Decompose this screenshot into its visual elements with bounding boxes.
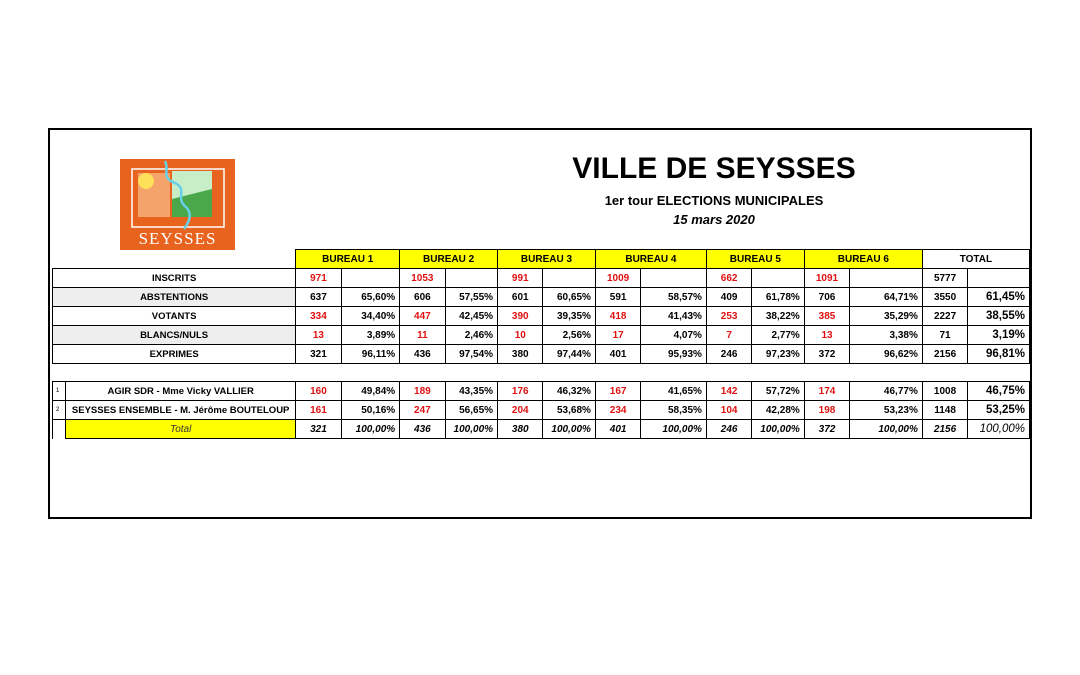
row-label: ABSTENTIONS bbox=[53, 288, 296, 307]
value-cell: 7 bbox=[706, 326, 751, 345]
bureau-3-header: BUREAU 3 bbox=[498, 250, 596, 269]
value-cell: 10 bbox=[498, 326, 543, 345]
stats-row-blancs-nuls bbox=[53, 326, 1030, 345]
total-pct-cell bbox=[968, 269, 1030, 288]
total-value-cell: 2227 bbox=[922, 307, 967, 326]
logo-text: SEYSSES bbox=[138, 229, 217, 248]
value-cell: 167 bbox=[595, 382, 640, 401]
pct-cell: 96,11% bbox=[341, 345, 400, 364]
pct-cell: 50,16% bbox=[341, 401, 400, 420]
row-label: VOTANTS bbox=[53, 307, 296, 326]
value-cell: 385 bbox=[804, 307, 849, 326]
pct-cell: 53,68% bbox=[543, 401, 595, 420]
value-cell: 390 bbox=[498, 307, 543, 326]
corner-cell bbox=[53, 250, 296, 269]
value-cell: 447 bbox=[400, 307, 445, 326]
stats-row-votants bbox=[53, 307, 1030, 326]
value-cell: 160 bbox=[296, 382, 341, 401]
header-row bbox=[53, 250, 1030, 269]
value-cell: 401 bbox=[595, 420, 640, 439]
pct-cell: 100,00% bbox=[341, 420, 400, 439]
value-cell: 142 bbox=[706, 382, 751, 401]
turnout-table bbox=[52, 249, 1030, 364]
pct-cell: 3,38% bbox=[850, 326, 923, 345]
pct-cell: 3,89% bbox=[341, 326, 400, 345]
value-cell: 189 bbox=[400, 382, 445, 401]
page-subtitle: 1er tour ELECTIONS MUNICIPALES bbox=[604, 193, 824, 208]
pct-cell: 97,44% bbox=[543, 345, 595, 364]
stats-row-abstentions bbox=[53, 288, 1030, 307]
value-cell: 372 bbox=[804, 420, 849, 439]
value-cell: 321 bbox=[296, 345, 341, 364]
pct-cell bbox=[641, 269, 707, 288]
pct-cell: 96,62% bbox=[850, 345, 923, 364]
value-cell: 380 bbox=[498, 420, 543, 439]
pct-cell: 53,23% bbox=[850, 401, 923, 420]
pct-cell: 61,78% bbox=[752, 288, 804, 307]
value-cell: 234 bbox=[595, 401, 640, 420]
row-label: INSCRITS bbox=[53, 269, 296, 288]
total-value-cell: 3550 bbox=[922, 288, 967, 307]
pct-cell: 100,00% bbox=[641, 420, 707, 439]
list-row-1 bbox=[53, 382, 1030, 401]
seysses-logo bbox=[120, 159, 235, 250]
pct-cell bbox=[850, 269, 923, 288]
pct-cell: 46,32% bbox=[543, 382, 595, 401]
total-value-cell: 1008 bbox=[922, 382, 967, 401]
pct-cell: 57,72% bbox=[752, 382, 804, 401]
total-pct-cell: 46,75% bbox=[968, 382, 1030, 401]
value-cell: 176 bbox=[498, 382, 543, 401]
value-cell: 606 bbox=[400, 288, 445, 307]
value-cell: 1053 bbox=[400, 269, 445, 288]
pct-cell: 56,65% bbox=[445, 401, 497, 420]
pct-cell: 46,77% bbox=[850, 382, 923, 401]
stats-row-inscrits bbox=[53, 269, 1030, 288]
value-cell: 334 bbox=[296, 307, 341, 326]
pct-cell bbox=[752, 269, 804, 288]
pct-cell: 97,23% bbox=[752, 345, 804, 364]
pct-cell: 41,65% bbox=[641, 382, 707, 401]
pct-cell: 2,77% bbox=[752, 326, 804, 345]
row-label: EXPRIMES bbox=[53, 345, 296, 364]
total-pct-cell: 53,25% bbox=[968, 401, 1030, 420]
value-cell: 11 bbox=[400, 326, 445, 345]
value-cell: 246 bbox=[706, 420, 751, 439]
value-cell: 17 bbox=[595, 326, 640, 345]
row-label: BLANCS/NULS bbox=[53, 326, 296, 345]
value-cell: 253 bbox=[706, 307, 751, 326]
total-pct-cell: 38,55% bbox=[968, 307, 1030, 326]
pct-cell: 100,00% bbox=[752, 420, 804, 439]
pct-cell: 95,93% bbox=[641, 345, 707, 364]
pct-cell: 100,00% bbox=[445, 420, 497, 439]
list-index: 1 bbox=[53, 382, 66, 401]
total-value-cell: 71 bbox=[922, 326, 967, 345]
value-cell: 198 bbox=[804, 401, 849, 420]
value-cell: 247 bbox=[400, 401, 445, 420]
pct-cell: 65,60% bbox=[341, 288, 400, 307]
pct-cell: 64,71% bbox=[850, 288, 923, 307]
value-cell: 418 bbox=[595, 307, 640, 326]
value-cell: 13 bbox=[296, 326, 341, 345]
election-date: 15 mars 2020 bbox=[673, 212, 755, 227]
pct-cell: 39,35% bbox=[543, 307, 595, 326]
value-cell: 991 bbox=[498, 269, 543, 288]
pct-cell: 42,45% bbox=[445, 307, 497, 326]
pct-cell: 43,35% bbox=[445, 382, 497, 401]
value-cell: 1091 bbox=[804, 269, 849, 288]
totals-label: Total bbox=[66, 420, 296, 439]
total-value-cell: 5777 bbox=[922, 269, 967, 288]
total-pct-cell: 61,45% bbox=[968, 288, 1030, 307]
value-cell: 436 bbox=[400, 345, 445, 364]
pct-cell: 57,55% bbox=[445, 288, 497, 307]
bureau-4-header: BUREAU 4 bbox=[595, 250, 706, 269]
value-cell: 409 bbox=[706, 288, 751, 307]
pct-cell: 2,46% bbox=[445, 326, 497, 345]
pct-cell: 97,54% bbox=[445, 345, 497, 364]
pct-cell: 2,56% bbox=[543, 326, 595, 345]
list-results-table bbox=[52, 381, 1030, 439]
totals-row bbox=[53, 420, 1030, 439]
pct-cell: 34,40% bbox=[341, 307, 400, 326]
pct-cell: 58,35% bbox=[641, 401, 707, 420]
value-cell: 174 bbox=[804, 382, 849, 401]
total-pct-cell: 100,00% bbox=[968, 420, 1030, 439]
pct-cell: 58,57% bbox=[641, 288, 707, 307]
value-cell: 204 bbox=[498, 401, 543, 420]
bureau-2-header: BUREAU 2 bbox=[400, 250, 498, 269]
value-cell: 380 bbox=[498, 345, 543, 364]
pct-cell: 35,29% bbox=[850, 307, 923, 326]
list-row-2 bbox=[53, 401, 1030, 420]
value-cell: 246 bbox=[706, 345, 751, 364]
value-cell: 662 bbox=[706, 269, 751, 288]
value-cell: 601 bbox=[498, 288, 543, 307]
value-cell: 637 bbox=[296, 288, 341, 307]
pct-cell: 41,43% bbox=[641, 307, 707, 326]
pct-cell: 100,00% bbox=[850, 420, 923, 439]
pct-cell: 38,22% bbox=[752, 307, 804, 326]
pct-cell bbox=[445, 269, 497, 288]
value-cell: 13 bbox=[804, 326, 849, 345]
bureau-1-header: BUREAU 1 bbox=[296, 250, 400, 269]
value-cell: 1009 bbox=[595, 269, 640, 288]
value-cell: 591 bbox=[595, 288, 640, 307]
list-index: 2 bbox=[53, 401, 66, 420]
value-cell: 321 bbox=[296, 420, 341, 439]
bureau-5-header: BUREAU 5 bbox=[706, 250, 804, 269]
total-value-cell: 2156 bbox=[922, 345, 967, 364]
list-label: AGIR SDR - Mme Vicky VALLIER bbox=[66, 382, 296, 401]
pct-cell: 60,65% bbox=[543, 288, 595, 307]
total-value-cell: 1148 bbox=[922, 401, 967, 420]
total-pct-cell: 3,19% bbox=[968, 326, 1030, 345]
page-title: VILLE DE SEYSSES bbox=[572, 152, 856, 185]
value-cell: 706 bbox=[804, 288, 849, 307]
pct-cell bbox=[543, 269, 595, 288]
pct-cell: 49,84% bbox=[341, 382, 400, 401]
value-cell: 372 bbox=[804, 345, 849, 364]
stats-row-exprimes bbox=[53, 345, 1030, 364]
value-cell: 436 bbox=[400, 420, 445, 439]
total-header: TOTAL bbox=[922, 250, 1029, 269]
value-cell: 401 bbox=[595, 345, 640, 364]
list-label: SEYSSES ENSEMBLE - M. Jérôme BOUTELOUP bbox=[66, 401, 296, 420]
total-value-cell: 2156 bbox=[922, 420, 967, 439]
value-cell: 971 bbox=[296, 269, 341, 288]
value-cell: 161 bbox=[296, 401, 341, 420]
pct-cell bbox=[341, 269, 400, 288]
index-spacer bbox=[53, 420, 66, 439]
total-pct-cell: 96,81% bbox=[968, 345, 1030, 364]
pct-cell: 42,28% bbox=[752, 401, 804, 420]
pct-cell: 100,00% bbox=[543, 420, 595, 439]
bureau-6-header: BUREAU 6 bbox=[804, 250, 922, 269]
value-cell: 104 bbox=[706, 401, 751, 420]
pct-cell: 4,07% bbox=[641, 326, 707, 345]
